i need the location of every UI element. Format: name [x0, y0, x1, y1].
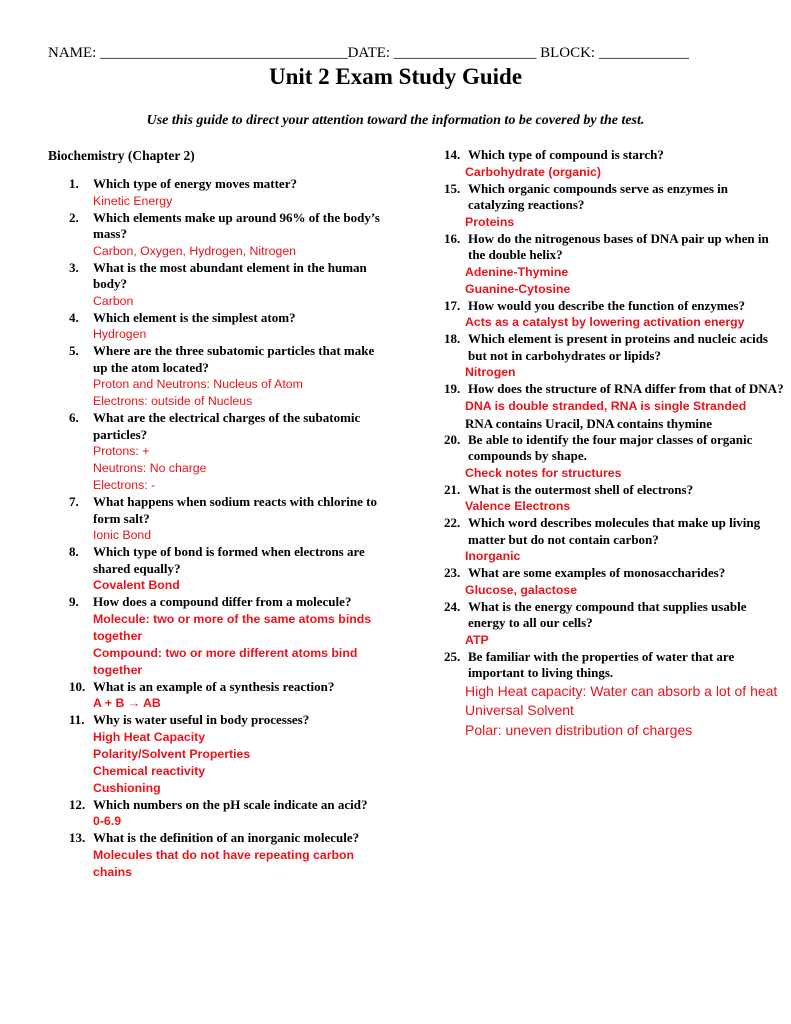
question-9 — [48, 594, 388, 611]
question-text: Which type of energy moves matter? — [93, 176, 297, 191]
question-number: 5. — [69, 343, 79, 358]
question-16 — [444, 231, 784, 264]
answer: Compound: two or more different atoms bind together — [93, 645, 358, 677]
question-text: Which element is present in proteins and nucleic acids but not in carbohydrates or lipids? — [468, 331, 768, 363]
question-20 — [444, 432, 784, 465]
question-text: Which type of compound is starch? — [468, 147, 664, 162]
page-title: Unit 2 Exam Study Guide — [268, 64, 523, 89]
answer: Molecule: two or more of the same atoms binds together — [93, 611, 372, 643]
answer: Carbohydrate (organic) — [465, 164, 601, 179]
question-text: What is an example of a synthesis reaction? — [93, 678, 335, 694]
right-column — [444, 147, 784, 740]
answer: Covalent Bond — [93, 578, 180, 592]
question-6 — [48, 410, 388, 443]
question-3 — [48, 260, 388, 293]
answer: Proteins — [465, 214, 515, 229]
question-8 — [48, 544, 388, 577]
name-date-block-line: NAME: _________________________________DATE: ___________________ BLOCK: ____________ — [48, 45, 689, 61]
question-number: 16. — [444, 230, 461, 246]
question-number: 10. — [69, 678, 86, 694]
question-number: 15. — [444, 180, 461, 196]
question-number: 13. — [69, 830, 86, 845]
question-text: What is the energy compound that supplies usable energy to all our cells? — [468, 598, 747, 630]
answer: 0-6.9 — [93, 814, 122, 828]
question-number: 2. — [69, 209, 79, 225]
question-18 — [444, 331, 784, 364]
answer: Electrons: outside of Nucleus — [93, 394, 253, 408]
answer: Polarity/Solvent Properties — [93, 746, 251, 761]
question-number: 14. — [444, 147, 461, 162]
question-number: 1. — [69, 176, 79, 191]
question-text: Which elements make up around 96% of the body’s mass? — [93, 209, 380, 241]
question-text: How does the structure of RNA differ from that of DNA? — [468, 381, 784, 396]
question-number: 25. — [444, 648, 461, 664]
question-23 — [444, 565, 784, 582]
question-12 — [48, 797, 388, 814]
question-text: Where are the three subatomic particles that make up the atom located? — [93, 343, 375, 375]
question-17 — [444, 298, 784, 315]
question-number: 6. — [69, 410, 79, 425]
answer: Cushioning — [93, 780, 161, 795]
question-13 — [48, 830, 388, 847]
question-number: 21. — [444, 481, 461, 497]
answer: Polar: uneven distribution of charges — [465, 721, 693, 738]
answer-note: RNA contains Uracil, DNA contains thymine — [465, 415, 713, 431]
answer: Valence Electrons — [465, 499, 571, 513]
question-number: 22. — [444, 515, 461, 530]
question-number: 20. — [444, 431, 461, 447]
question-number: 4. — [69, 309, 79, 325]
answer: DNA is double stranded, RNA is single Stranded — [465, 398, 747, 413]
answer: ATP — [465, 632, 489, 647]
answer: High Heat capacity: Water can absorb a lot of heat — [465, 682, 778, 699]
question-text: Which organic compounds serve as enzymes in catalyzing reactions? — [468, 180, 728, 212]
question-11 — [48, 712, 388, 729]
answer: Ionic Bond — [93, 528, 152, 542]
question-22 — [444, 515, 784, 548]
question-text: Which word describes molecules that make up living matter but do not contain carbon? — [468, 515, 761, 547]
answer: Molecules that do not have repeating carbon chains — [93, 847, 355, 879]
question-7 — [48, 494, 388, 527]
question-text: What is the outermost shell of electrons? — [468, 481, 694, 497]
question-number: 24. — [444, 598, 461, 614]
section-heading: Biochemistry (Chapter 2) — [48, 148, 195, 163]
answer: Electrons: - — [93, 478, 156, 492]
question-15 — [444, 181, 784, 214]
question-4 — [48, 310, 388, 327]
question-number: 11. — [69, 712, 85, 727]
question-text: What happens when sodium reacts with chlorine to form salt? — [93, 494, 377, 526]
question-text: How does a compound differ from a molecule? — [93, 594, 352, 609]
answer: Universal Solvent — [465, 702, 574, 718]
question-number: 9. — [69, 594, 79, 609]
question-25 — [444, 649, 784, 682]
question-text: What are the electrical charges of the subatomic particles? — [93, 410, 361, 442]
question-text: Why is water useful in body processes? — [93, 712, 310, 727]
answer: Adenine-Thymine — [465, 264, 569, 279]
answer: Carbon, Oxygen, Hydrogen, Nitrogen — [93, 243, 297, 258]
question-text: How do the nitrogenous bases of DNA pair up when in the double helix? — [468, 230, 769, 262]
answer: Glucose, galactose — [465, 582, 578, 597]
question-14 — [444, 147, 784, 164]
question-10 — [48, 679, 388, 696]
question-number: 7. — [69, 494, 79, 509]
question-1 — [48, 176, 388, 193]
question-5 — [48, 343, 388, 376]
question-number: 18. — [444, 331, 461, 346]
question-number: 3. — [69, 259, 79, 275]
question-text: What are some examples of monosaccharides? — [468, 565, 726, 580]
question-text: Which type of bond is formed when electrons are shared equally? — [93, 544, 365, 576]
question-21 — [444, 482, 784, 499]
question-text: Be familiar with the properties of water that are important to living things. — [468, 648, 735, 680]
answer: Inorganic — [465, 549, 521, 563]
question-text: What is the most abundant element in the human body? — [93, 259, 367, 291]
answer: Check notes for structures — [465, 465, 622, 480]
answer: High Heat Capacity — [93, 729, 206, 744]
question-number: 17. — [444, 297, 461, 313]
question-19 — [444, 381, 784, 398]
answer: Acts as a catalyst by lowering activation energy — [465, 315, 745, 329]
answer: Proton and Neutrons: Nucleus of Atom — [93, 377, 303, 391]
answer: Nitrogen — [465, 365, 516, 379]
question-text: How would you describe the function of enzymes? — [468, 297, 745, 313]
answer: A + B → AB — [93, 696, 161, 710]
question-number: 23. — [444, 565, 461, 580]
question-text: What is the definition of an inorganic molecule? — [93, 830, 360, 845]
answer: Kinetic Energy — [93, 193, 173, 208]
answer: Carbon — [93, 293, 134, 308]
answer: Neutrons: No charge — [93, 461, 207, 475]
question-2 — [48, 210, 388, 243]
question-number: 12. — [69, 796, 86, 812]
answer: Protons: + — [93, 444, 150, 458]
answer: Hydrogen — [93, 327, 147, 341]
answer: Chemical reactivity — [93, 763, 206, 778]
left-question-list — [48, 176, 388, 881]
question-24 — [444, 599, 784, 632]
answer: Guanine-Cytosine — [465, 281, 571, 296]
left-column — [48, 147, 388, 881]
question-text: Which element is the simplest atom? — [93, 309, 296, 325]
question-number: 8. — [69, 544, 79, 559]
question-number: 19. — [444, 381, 461, 396]
question-text: Which numbers on the pH scale indicate an acid? — [93, 796, 368, 812]
page-subtitle: Use this guide to direct your attention toward the information to be covered by the test. — [146, 113, 645, 128]
question-text: Be able to identify the four major classes of organic compounds by shape. — [468, 431, 753, 463]
